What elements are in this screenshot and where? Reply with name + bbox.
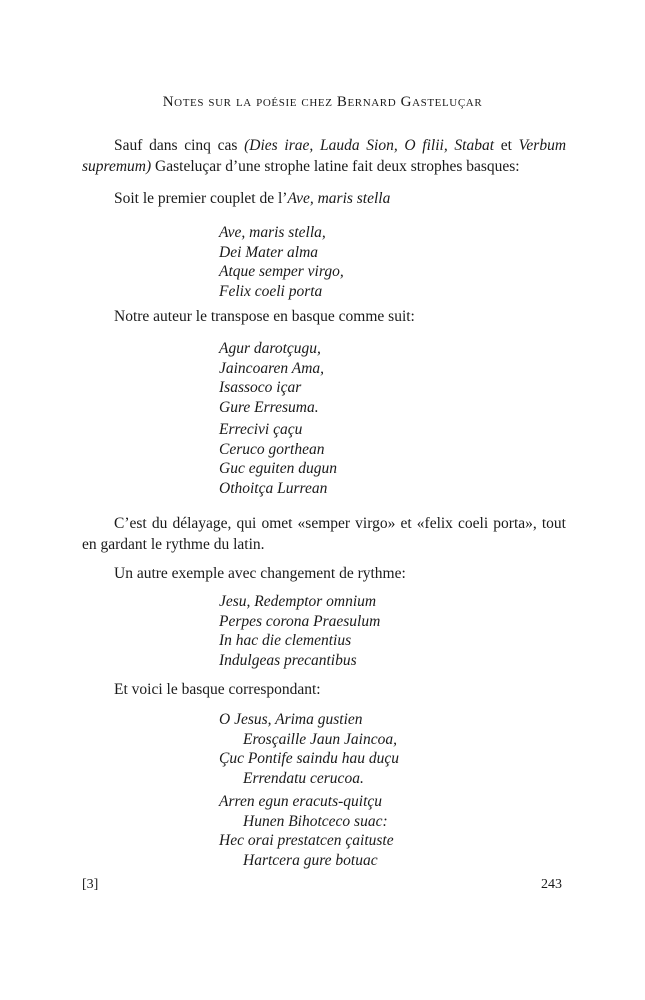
- verse-line: Arren egun eracuts-quitçu: [219, 793, 382, 810]
- verse-line: Erosçaille Jaun Jaincoa,: [243, 730, 397, 748]
- paragraph-intro: [82, 135, 566, 177]
- verse-line: Errecivi çaçu: [219, 421, 303, 438]
- verse-line: Ave, maris stella,: [219, 224, 326, 241]
- paragraph-correspondance: Et voici le basque correspondant:: [114, 681, 321, 698]
- basque-stanza-2a: [219, 710, 399, 788]
- section-marker: [3]: [82, 877, 99, 892]
- verse-line: Agur darotçugu,: [219, 340, 321, 357]
- verse-line: Ceruco gorthean: [219, 440, 325, 458]
- verse-line: Hartcera gure botuac: [243, 851, 378, 869]
- verse-line: Isassoco içar: [219, 379, 302, 396]
- hymn-title-ave: Ave, maris stella: [287, 190, 391, 207]
- verse-line: Jesu, Redemptor omnium: [219, 593, 377, 610]
- latin-stanza-2: [219, 592, 380, 670]
- paragraph-example-1: [82, 188, 566, 209]
- verse-line: Gure Erresuma.: [219, 398, 319, 416]
- paragraph-commentary: C’est du délayage, qui omet «semper virgo» et «felix coeli porta», tout en gardant le rythme du latin.: [82, 515, 566, 553]
- verse-line: Indulgeas precantibus: [219, 651, 357, 669]
- page-number: 243: [541, 877, 562, 892]
- basque-stanza-2b: [219, 792, 394, 870]
- paragraph-transpose: Notre auteur le transpose en basque comme suit:: [114, 308, 415, 325]
- text-segment: Gasteluçar d’une strophe latine fait deux strophes basques:: [151, 158, 520, 175]
- text-segment: Sauf dans cinq cas: [114, 137, 245, 154]
- verse-line: In hac die clementius: [219, 632, 352, 649]
- verse-line: Dei Mater alma: [219, 243, 319, 261]
- verse-line: Othoitça Lurrean: [219, 479, 328, 497]
- verse-line: Hunen Bihotceco suac:: [243, 812, 388, 830]
- verse-line: Çuc Pontife saindu hau duçu: [219, 750, 399, 767]
- verse-line: Hec orai prestatcen çaituste: [219, 832, 394, 849]
- paragraph-example-2: Un autre exemple avec changement de rythme:: [114, 565, 406, 582]
- verse-line: Jaincoaren Ama,: [219, 359, 325, 377]
- text-segment: Soit le premier couplet de l’: [114, 190, 288, 207]
- running-heading: Notes sur la poésie chez Bernard Gasteluçar: [162, 94, 483, 110]
- latin-stanza-1: [219, 223, 344, 301]
- verse-line: O Jesus, Arima gustien: [219, 711, 363, 728]
- basque-stanza-1a: [219, 339, 324, 417]
- text-segment: et: [494, 137, 519, 154]
- verse-line: Guc eguiten dugun: [219, 460, 337, 477]
- verse-line: Atque semper virgo,: [219, 263, 344, 280]
- basque-stanza-1b: [219, 420, 337, 498]
- verse-line: Errendatu cerucoa.: [243, 769, 364, 787]
- hymn-title-verbum: Verbum supremum): [82, 137, 567, 175]
- verse-line: Felix coeli porta: [219, 282, 323, 300]
- verse-line: Perpes corona Praesulum: [219, 612, 381, 630]
- hymn-titles: (Dies irae, Lauda Sion, O filii, Stabat: [244, 137, 495, 154]
